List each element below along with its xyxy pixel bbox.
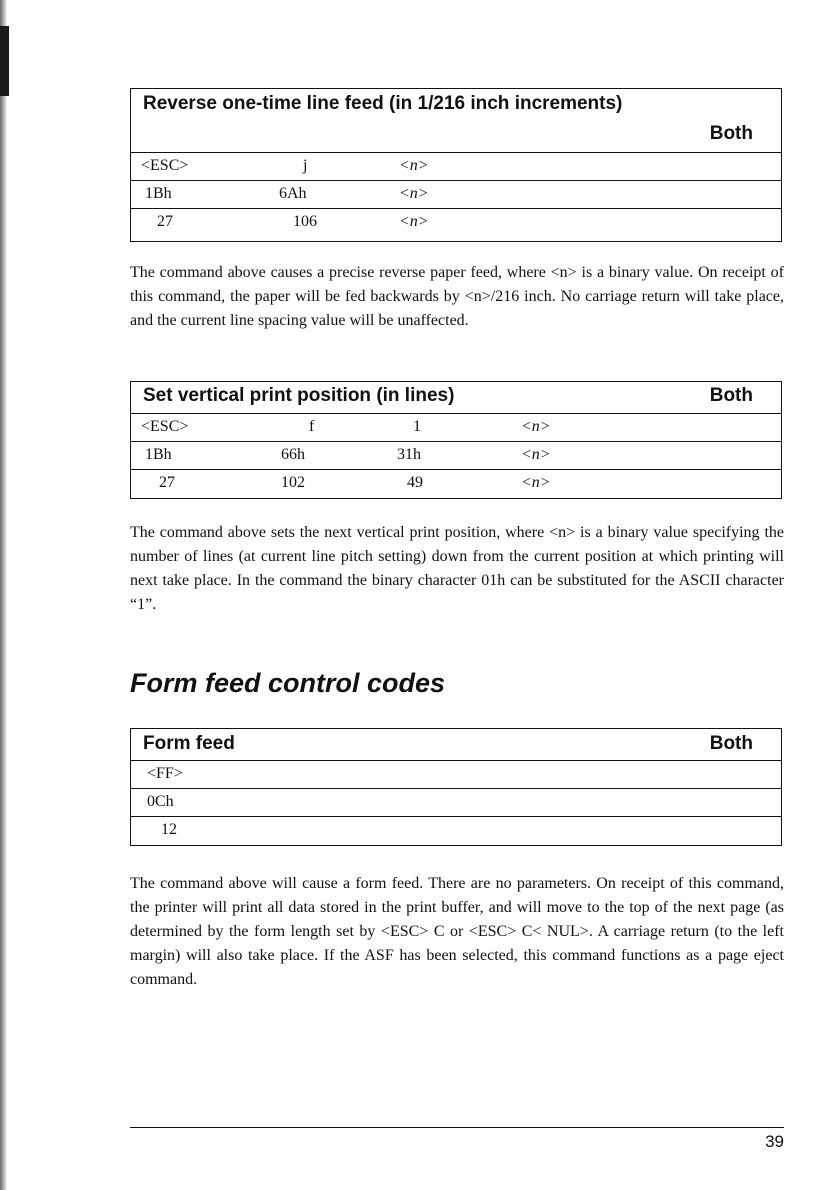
table-row	[131, 470, 781, 498]
table-row	[131, 817, 781, 845]
printer-mode-badge: Both	[709, 733, 753, 754]
section-heading: Form feed control codes	[130, 668, 446, 698]
table-cell: <ESC>	[141, 157, 189, 174]
paragraph: The command above will cause a form feed. There are no parameters. On receipt of this command, the printer will print all data stored in the print buffer, and will move to the top of the next page (as determined by the form length set by <ESC> C or <ESC> C< NUL>. A carriage return (to the left margin) will also take place. If the ASF has been selected, this command functions as a page eject command.	[130, 875, 784, 988]
table-title: Reverse one-time line feed (in 1/216 inch increments)	[143, 93, 623, 114]
command-table-vertical-print-position	[130, 381, 782, 499]
scan-artifact	[0, 26, 9, 96]
table-cell: f	[309, 418, 315, 435]
table-cell: <n>	[521, 446, 551, 463]
table-row	[131, 181, 781, 209]
table-cell: 1Bh	[145, 185, 172, 202]
table-header	[131, 729, 781, 761]
table-cell: <ESC>	[141, 418, 189, 435]
page-number: 39	[765, 1132, 784, 1151]
printer-mode-badge: Both	[709, 123, 753, 144]
footer-rule	[130, 1127, 784, 1128]
table-cell: <n>	[399, 213, 429, 230]
table-cell: <n>	[399, 157, 429, 174]
table-cell: 102	[281, 474, 305, 491]
table-cell: <n>	[521, 474, 551, 491]
command-table-reverse-line-feed	[130, 88, 782, 242]
table-cell: j	[303, 157, 308, 174]
table-row	[131, 789, 781, 817]
table-cell: 106	[293, 213, 317, 230]
table-cell: 66h	[281, 446, 305, 463]
table-row	[131, 442, 781, 470]
table-cell: 49	[407, 474, 423, 491]
table-cell: 1Bh	[145, 446, 172, 463]
table-cell: 0Ch	[147, 793, 174, 810]
table-title: Set vertical print position (in lines)	[143, 385, 455, 406]
printer-mode-badge: Both	[709, 385, 753, 406]
table-header	[131, 89, 781, 153]
table-title: Form feed	[143, 733, 235, 754]
table-row	[131, 414, 781, 442]
paragraph: The command above sets the next vertical print position, where <n> is a binary value specifying the number of lines (at current line pitch setting) down from the current position at which printing will next take place. In the command the binary character 01h can be substituted for the ASCII character “1”.	[130, 524, 784, 613]
table-row	[131, 153, 781, 181]
table-row	[131, 209, 781, 237]
table-header	[131, 382, 781, 414]
paragraph: The command above causes a precise reverse paper feed, where <n> is a binary value. On receipt of this command, the paper will be fed backwards by <n>/216 inch. No carriage return will take place, and the current line spacing value will be unaffected.	[130, 264, 784, 329]
table-cell: <FF>	[147, 765, 183, 782]
table-cell: <n>	[399, 185, 429, 202]
scan-edge	[0, 0, 7, 1190]
table-cell: 27	[157, 213, 173, 230]
table-cell: 27	[159, 474, 175, 491]
table-cell: 6Ah	[279, 185, 307, 202]
table-cell: 31h	[397, 446, 421, 463]
table-cell: 12	[161, 821, 177, 838]
table-row	[131, 761, 781, 789]
table-cell: <n>	[521, 418, 551, 435]
table-cell: 1	[413, 418, 421, 435]
command-table-form-feed	[130, 728, 782, 846]
